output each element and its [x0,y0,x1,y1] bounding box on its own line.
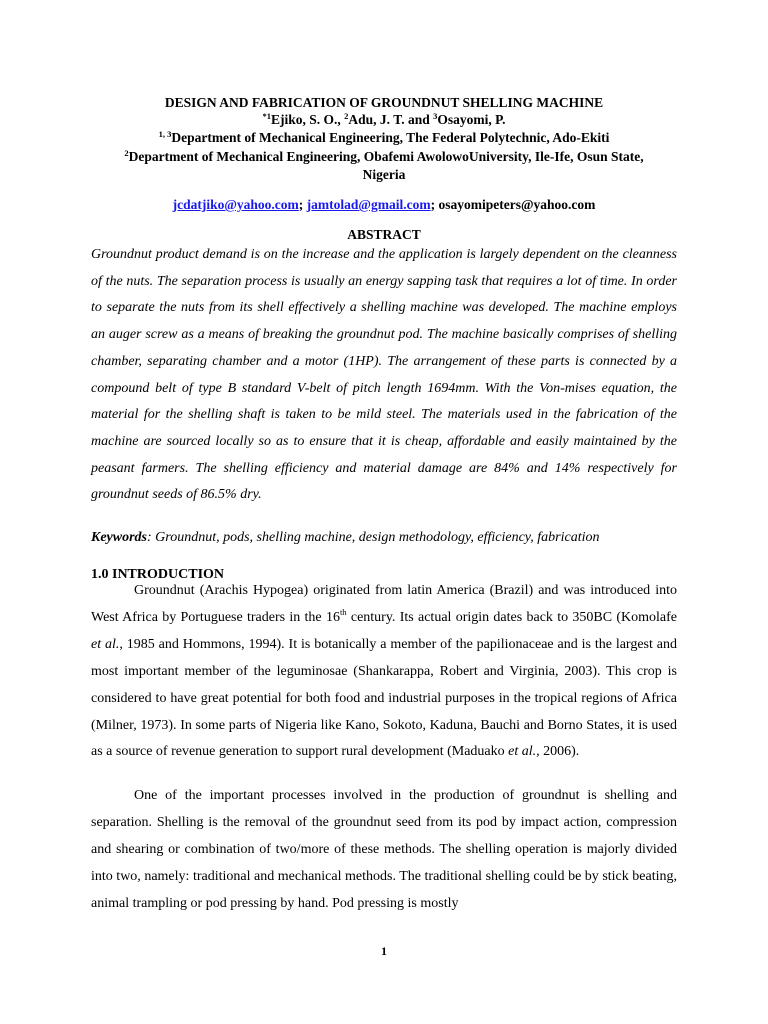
paper-title: DESIGN AND FABRICATION OF GROUNDNUT SHELLING MACHINE [164,95,604,110]
keywords-line [91,529,677,547]
abstract-heading: ABSTRACT [347,227,421,242]
author-emails [60,196,708,214]
affiliation-2-superscript: 2 [124,148,129,158]
keywords-text: : Groundnut, pods, shelling machine, design methodology, efficiency, fabrication [147,530,600,545]
affiliation-1-superscript: 1, 3 [158,129,172,139]
page-number: 1 [381,944,387,958]
introduction-paragraph-2: One of the important processes involved in the production of groundnut is shelling and separation. Shelling is the removal of the groundnut seed from its pod by impact action, compression and shearing or combination of two/more of these methods. The shelling operation is majorly divided into two, namely: traditional and mechanical methods. The traditional shelling could be by stick beating, animal trampling or pod pressing by hand. Pod pressing is mostly [91,788,677,911]
citation-et-al-2: et al., [508,744,540,760]
abstract-text: Groundnut product demand is on the increase and the application is largely dependent on the cleanness of the nuts. The separation process is usually an energy sapping task that requires a lot of time. In order to separate the nuts from its shell effectively a shelling machine was developed. The machine employs an auger screw as a means of breaking the groundnut pod. The machine basically comprises of shelling chamber, separating chamber and a motor (1HP). The arrangement of these parts is connected by a compound belt of type B standard V-belt of pitch length 1694mm. With the Von-mises equation, the material for the shelling shaft is taken to be mild steel. The materials used in the fabrication of the machine are sourced locally so as to ensure that it is cheap, affordable and easily maintained by the peasant farmers. The shelling efficiency and material damage are 84% and 14% respectively for groundnut seeds of 86.5% dry. [91,247,677,503]
author-2-name: Adu, J. T. and [348,112,434,127]
citation-et-al-1: et al. [91,636,120,652]
introduction-paragraph-1 [91,578,677,766]
section-heading-introduction: 1.0 INTRODUCTION [91,567,225,582]
keywords-label: Keywords [91,530,147,545]
email-separator-1: ; [298,197,307,212]
author-1-superscript: *1 [262,111,272,121]
email-separator-2: ; [430,197,439,212]
email-3: osayomipeters@yahoo.com [438,197,596,212]
author-1-name: Ejiko, S. O., [271,112,345,127]
paragraph-1-text-a: Groundnut (Arachis Hypogea) originated from latin America (Brazil) and was introduced into West Africa by Portuguese traders in the 16 [91,583,677,625]
paragraph-1-text-c: , 1985 and Hommons, 1994). It is botanically a member of the papilionaceae and is the largest and most important member of the leguminosae (Shankarappa, Robert and Virginia, 2003). This crop is considered to have great potential for both food and industrial purposes in the tropical regions of Africa (Milner, 1973). In some parts of Nigeria like Kano, Sokoto, Kaduna, Bauchi and Borno States, it is used as a source of revenue generation to support rural development (Maduako [91,636,677,760]
paragraph-1-text-d: 2006). [539,744,580,760]
email-link-1[interactable]: jcdatjiko@yahoo.com [172,197,299,212]
affiliation-2-country: Nigeria [362,167,406,182]
affiliation-1 [60,129,708,147]
author-3-name: Osayomi, P. [437,112,506,127]
ordinal-superscript: th [339,606,347,617]
affiliation-2 [60,148,708,166]
author-3-superscript: 3 [433,111,438,121]
email-link-2[interactable]: jamtolad@gmail.com [306,197,431,212]
author-line [60,111,708,129]
affiliation-2-text: Department of Mechanical Engineering, Obafemi AwolowoUniversity, Ile-Ife, Osun State, [128,149,644,164]
author-2-superscript: 2 [344,111,349,121]
affiliation-1-text: Department of Mechanical Engineering, The Federal Polytechnic, Ado-Ekiti [171,130,610,145]
paragraph-1-text-b: century. Its actual origin dates back to 350BC (Komolafe [346,609,677,625]
